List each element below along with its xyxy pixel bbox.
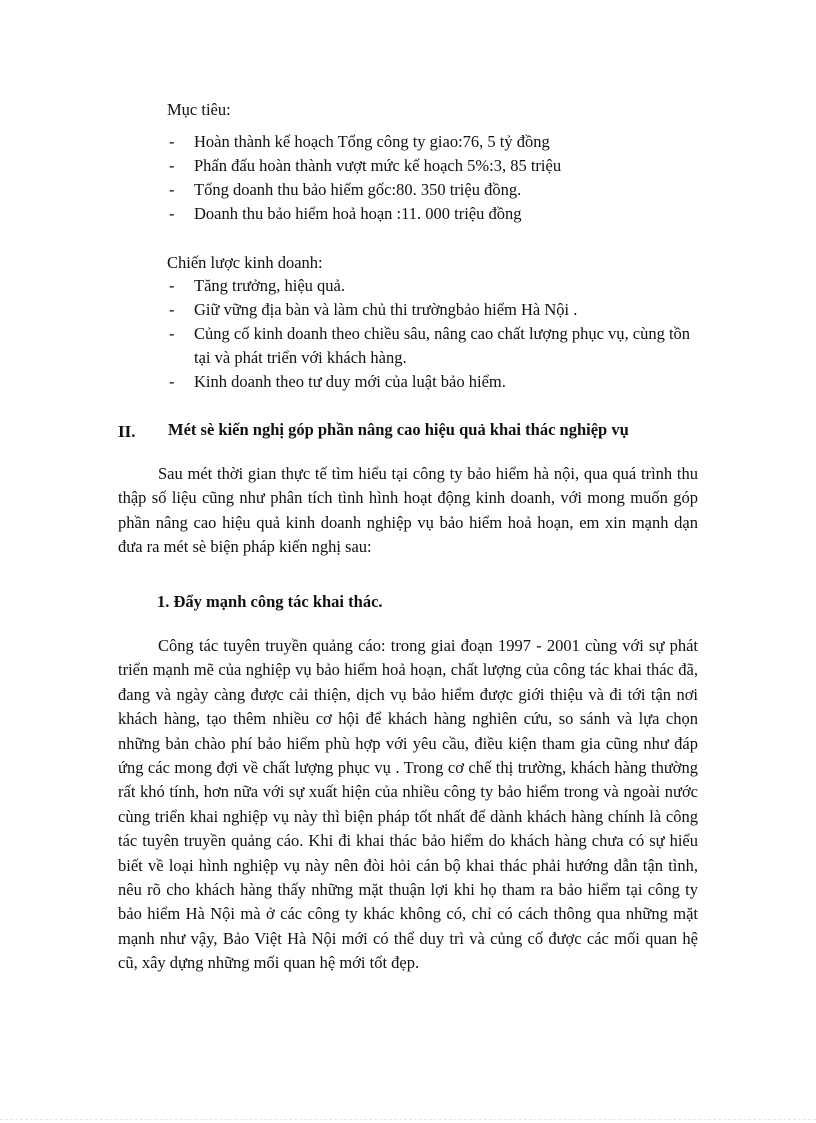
- goals-title: Mục tiêu:: [167, 100, 231, 119]
- goal-item: - Doanh thu bảo hiểm hoả hoạn :11. 000 triệu đồng: [167, 202, 707, 226]
- subsection-title: 1. Đẩy mạnh công tác khai thác.: [157, 592, 383, 611]
- strategy-list: [167, 274, 707, 394]
- strategy-item: - Kinh doanh theo tư duy mới của luật bảo hiểm.: [167, 370, 707, 394]
- strategy-item: - Củng cố kinh doanh theo chiều sâu, nâng cao chất lượng phục vụ, cùng tồn tại và phát triển với khách hàng.: [167, 322, 707, 370]
- strategy-item: - Giữ vững địa bàn và làm chủ thi trườngbảo hiểm Hà Nội .: [167, 298, 707, 322]
- strategy-item: - Tăng trưởng, hiệu quả.: [167, 274, 707, 298]
- goal-item: - Tổng doanh thu bảo hiểm gốc:80. 350 triệu đồng.: [167, 178, 707, 202]
- page-bottom-border: [0, 1119, 816, 1120]
- intro-paragraph: Sau mét thời gian thực tế tìm hiểu tại công ty bảo hiểm hà nội, qua quá trình thu thập số liệu cũng như phân tích tình hình hoạt động kinh doanh, với mong muốn góp phần nâng cao hiệu quả kinh doanh nghiệp vụ bảo hiểm hoả hoạn, em xin mạnh dạn đưa ra mét sè biện pháp kiến nghị sau:: [118, 464, 698, 557]
- body-paragraph: Công tác tuyên truyền quảng cáo: trong giai đoạn 1997 - 2001 cùng với sự phát triển mạnh mẽ của nghiệp vụ bảo hiểm hoả hoạn, chất lượng của công tác khai thác đã, đang và ngày càng được cải thiện, dịch vụ bảo hiểm được giới thiệu và đi tới tận nơi khách hàng, tạo thêm nhiều cơ hội để khách hàng nghiên cứu, so sánh và lựa chọn những bản chào phí bảo hiểm phù hợp với yêu cầu, điều kiện tham gia cũng như đáp ứng các mong đợi về chất lượng phục vụ . Trong cơ chế thị trường, khách hàng thường rất khó tính, hơn nữa với sự xuất hiện của nhiều công ty bảo hiểm trong và ngoài nước cùng triển khai nghiệp vụ này thì biện pháp tốt nhất để dành khách hàng chính là công tác tuyên truyền quảng cáo. Khi đi khai thác bảo hiểm do khách hàng chưa có sự hiểu biết về loại hình nghiệp vụ này nên đòi hỏi cán bộ khai thác phải hướng dẫn tận tình, nêu rõ cho khách hàng thấy những mặt thuận lợi khi họ tham ra bảo hiểm tại công ty bảo hiểm Hà Nội mà ở các công ty khác không có, chỉ có cách thông qua những mặt mạnh như vậy, Bảo Việt Hà Nội mới có thể duy trì và củng cố được các mối quan hệ cũ, xây dựng những mối quan hệ mới tốt đẹp.: [118, 636, 698, 973]
- strategy-title: Chiến lược kinh doanh:: [167, 253, 323, 272]
- goals-list: [167, 130, 707, 226]
- section-title: Mét sè kiến nghị góp phần nâng cao hiệu quả khai thác nghiệp vụ: [168, 420, 629, 439]
- goal-item: - Hoàn thành kế hoạch Tổng công ty giao:76, 5 tỷ đồng: [167, 130, 707, 154]
- goal-item: - Phấn đấu hoàn thành vượt mức kế hoạch 5%:3, 85 triệu: [167, 154, 707, 178]
- section-number: II.: [118, 422, 136, 441]
